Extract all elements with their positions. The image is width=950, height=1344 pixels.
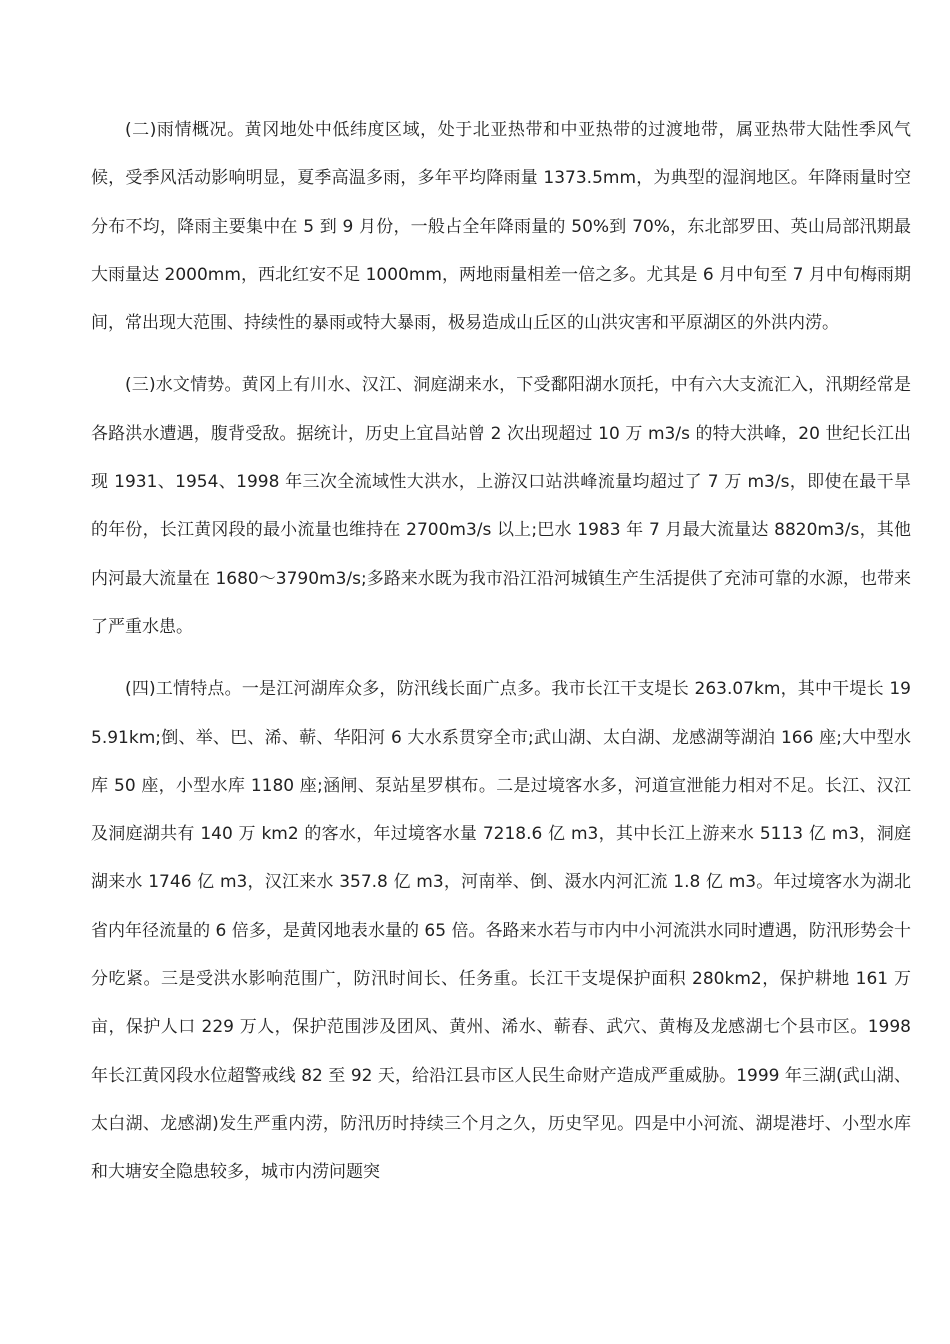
document-body — [91, 106, 911, 1211]
paragraph-engineering: (四)工情特点。一是江河湖库众多，防汛线长面广点多。我市长江干支堤长 263.07km，其中干堤长 195.91km;倒、举、巴、浠、蕲、华阳河 6 大水系贯穿全市;武山湖、太白湖、龙感湖等湖泊 166 座;大中型水库 50 座，小型水库 1180 座;涵闸、泵站星罗棋布。二是过境客水多，河道宣泄能力相对不足。长江、汉江及洞庭湖共有 140 万 km2 的客水，年过境客水量 7218.6 亿 m3，其中长江上游来水 5113 亿 m3，洞庭湖来水 1746 亿 m3，汉江来水 357.8 亿 m3，河南举、倒、滠水内河汇流 1.8 亿 m3。年过境客水为湖北省内年径流量的 6 倍多，是黄冈地表水量的 65 倍。各路来水若与市内中小河流洪水同时遭遇，防汛形势会十分吃紧。三是受洪水影响范围广，防汛时间长、任务重。长江干支堤保护面积 280km2，保护耕地 161 万亩，保护人口 229 万人，保护范围涉及团风、黄州、浠水、蕲春、武穴、黄梅及龙感湖七个县市区。1998 年长江黄冈段水位超警戒线 82 至 92 天，给沿江县市区人民生命财产造成严重威胁。1999 年三湖(武山湖、太白湖、龙感湖)发生严重内涝，防汛历时持续三个月之久，历史罕见。四是中小河流、湖堤港圩、小型水库和大塘安全隐患较多，城市内涝问题突 — [91, 679, 911, 1183]
paragraph-rain-overview: (二)雨情概况。黄冈地处中低纬度区域，处于北亚热带和中亚热带的过渡地带，属亚热带大陆性季风气候，受季风活动影响明显，夏季高温多雨，多年平均降雨量 1373.5mm，为典型的湿润地区。年降雨量时空分布不均，降雨主要集中在 5 到 9 月份，一般占全年降雨量的 50%到 70%，东北部罗田、英山局部汛期最大雨量达 2000mm，西北红安不足 1000mm，两地雨量相差一倍之多。尤其是 6 月中旬至 7 月中旬梅雨期间，常出现大范围、持续性的暴雨或特大暴雨，极易造成山丘区的山洪灾害和平原湖区的外洪内涝。 — [91, 120, 911, 334]
paragraph-hydrology: (三)水文情势。黄冈上有川水、汉江、洞庭湖来水，下受鄱阳湖水顶托，中有六大支流汇入，汛期经常是各路洪水遭遇，腹背受敌。据统计，历史上宜昌站曾 2 次出现超过 10 万 m3/s 的特大洪峰，20 世纪长江出现 1931、1954、1998 年三次全流域性大洪水，上游汉口站洪峰流量均超过了 7 万 m3/s，即使在最干旱的年份，长江黄冈段的最小流量也维持在 2700m3/s 以上;巴水 1983 年 7 月最大流量达 8820m3/s，其他内河最大流量在 1680～3790m3/s;多路来水既为我市沿江沿河城镇生产生活提供了充沛可靠的水源，也带来了严重水患。 — [91, 375, 911, 637]
